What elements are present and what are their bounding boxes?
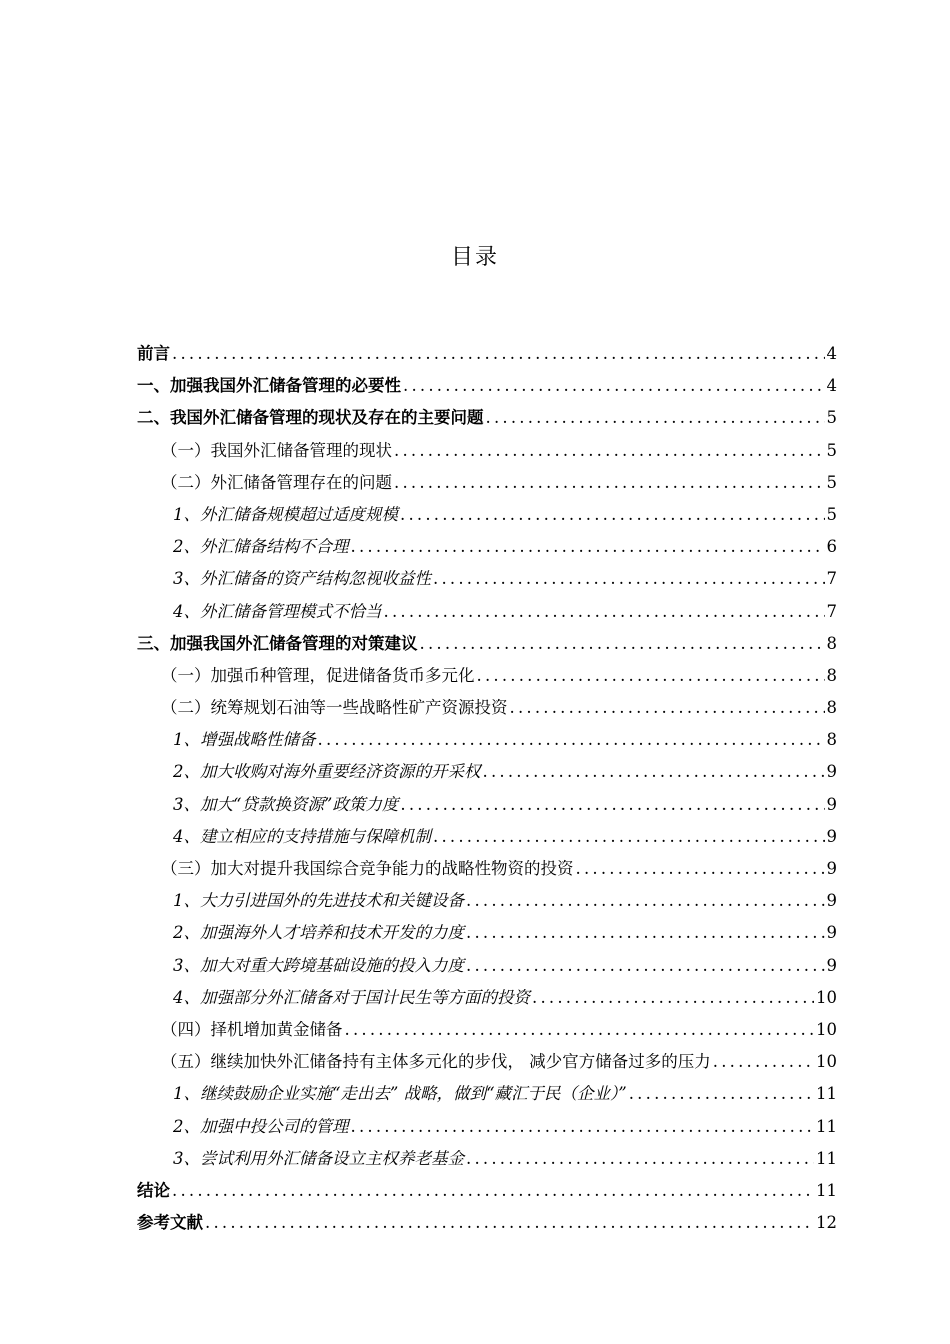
toc-entry-page-number: 11: [816, 1148, 837, 1168]
toc-dot-leader: [400, 505, 825, 524]
toc-entry[interactable]: [137, 372, 837, 404]
toc-entry[interactable]: [137, 437, 837, 469]
toc-dot-leader: [403, 376, 825, 395]
toc-entry-title: 1、外汇储备规模超过适度规模: [173, 504, 398, 524]
toc-dot-leader: [433, 569, 825, 588]
toc-entry-title: 参考文献: [137, 1213, 203, 1233]
toc-entry-page-number: 5: [826, 440, 837, 460]
toc-entry-title: 4、建立相应的支持措施与保障机制: [173, 826, 431, 846]
toc-entry-title: （四）择机增加黄金储备: [161, 1019, 343, 1039]
toc-dot-leader: [466, 956, 825, 975]
toc-dot-leader: [629, 1084, 814, 1103]
toc-entry[interactable]: [137, 1145, 837, 1177]
toc-entry-page-number: 9: [826, 826, 837, 846]
toc-entry[interactable]: [137, 952, 837, 984]
toc-entry-title: 3、外汇储备的资产结构忽视收益性: [173, 569, 431, 589]
toc-entry-page-number: 8: [826, 730, 837, 750]
toc-dot-leader: [384, 602, 825, 621]
toc-entry[interactable]: [137, 1048, 837, 1080]
toc-entry-title: 4、加强部分外汇储备对于国计民生等方面的投资: [173, 987, 530, 1007]
toc-entry-title: 3、加大“贷款换资源”政策力度: [173, 794, 399, 814]
toc-entry-page-number: 9: [826, 955, 837, 975]
toc-entry-page-number: 6: [826, 537, 837, 557]
toc-dot-leader: [205, 1213, 814, 1232]
toc-entry-page-number: 10: [816, 1019, 837, 1039]
toc-entry-title: 3、加大对重大跨境基础设施的投入力度: [173, 955, 464, 975]
toc-entry-title: （五）继续加快外汇储备持有主体多元化的步伐， 减少官方储备过多的压力: [161, 1052, 711, 1072]
toc-entry-page-number: 7: [826, 569, 837, 589]
toc-dot-leader: [172, 344, 825, 363]
toc-entry[interactable]: [137, 469, 837, 501]
table-of-contents: [137, 340, 837, 1241]
toc-dot-leader: [576, 859, 825, 878]
toc-dot-leader: [466, 1149, 814, 1168]
toc-dot-leader: [351, 1117, 815, 1136]
toc-dot-leader: [172, 1181, 814, 1200]
toc-dot-leader: [532, 988, 814, 1007]
toc-entry[interactable]: [137, 1177, 837, 1209]
toc-entry-page-number: 11: [816, 1084, 837, 1104]
toc-entry-title: 结论: [137, 1180, 170, 1200]
toc-entry[interactable]: [137, 340, 837, 372]
toc-entry[interactable]: [137, 1209, 837, 1241]
toc-entry-title: 二、我国外汇储备管理的现状及存在的主要问题: [137, 408, 484, 428]
toc-entry-title: （二）外汇储备管理存在的问题: [161, 472, 392, 492]
toc-dot-leader: [318, 730, 825, 749]
toc-dot-leader: [345, 1020, 815, 1039]
toc-dot-leader: [510, 698, 825, 717]
toc-entry[interactable]: [137, 1080, 837, 1112]
toc-entry-page-number: 9: [826, 762, 837, 782]
toc-entry-title: 4、外汇储备管理模式不恰当: [173, 601, 382, 621]
toc-entry[interactable]: [137, 630, 837, 662]
toc-entry-title: （一）加强币种管理，促进储备货币多元化: [161, 665, 475, 685]
toc-dot-leader: [400, 795, 824, 814]
toc-entry-title: 1、大力引进国外的先进技术和关键设备: [173, 891, 464, 911]
toc-entry-title: 三、加强我国外汇储备管理的对策建议: [137, 633, 418, 653]
toc-entry-title: 1、继续鼓励企业实施“走出去” 战略，做到“藏汇于民（企业）”: [173, 1084, 627, 1104]
toc-entry-page-number: 10: [816, 987, 837, 1007]
toc-entry-page-number: 8: [826, 633, 837, 653]
toc-entry[interactable]: [137, 791, 837, 823]
toc-dot-leader: [433, 827, 825, 846]
toc-entry[interactable]: [137, 533, 837, 565]
toc-entry[interactable]: [137, 598, 837, 630]
toc-entry[interactable]: [137, 1016, 837, 1048]
toc-entry-title: 2、加强中投公司的管理: [173, 1116, 349, 1136]
toc-entry-title: 2、加强海外人才培养和技术开发的力度: [173, 923, 464, 943]
toc-entry-title: （一）我国外汇储备管理的现状: [161, 440, 392, 460]
toc-entry-title: （二）统筹规划石油等一些战略性矿产资源投资: [161, 698, 508, 718]
toc-entry-page-number: 9: [826, 923, 837, 943]
toc-entry-page-number: 8: [826, 665, 837, 685]
toc-entry[interactable]: [137, 662, 837, 694]
toc-entry-title: （三）加大对提升我国综合竞争能力的战略性物资的投资: [161, 859, 574, 878]
toc-entry-page-number: 5: [826, 408, 837, 428]
toc-entry[interactable]: [137, 694, 837, 726]
toc-dot-leader: [351, 537, 825, 556]
toc-entry-page-number: 4: [826, 344, 837, 363]
toc-dot-leader: [466, 891, 825, 910]
toc-entry-title: 2、外汇储备结构不合理: [173, 537, 349, 557]
toc-dot-leader: [394, 441, 825, 460]
toc-entry-title: 1、增强战略性储备: [173, 730, 316, 750]
toc-entry-title: 3、尝试利用外汇储备设立主权养老基金: [173, 1148, 464, 1168]
toc-entry-page-number: 8: [826, 698, 837, 718]
toc-entry[interactable]: [137, 758, 837, 790]
toc-entry-page-number: 9: [826, 794, 837, 814]
toc-entry[interactable]: [137, 565, 837, 597]
toc-entry-page-number: 11: [816, 1116, 837, 1136]
toc-dot-leader: [486, 408, 825, 427]
toc-title: 目录: [450, 245, 499, 270]
toc-entry[interactable]: [137, 855, 837, 887]
toc-entry[interactable]: [137, 919, 837, 951]
toc-entry-page-number: 10: [816, 1052, 837, 1072]
toc-entry[interactable]: [137, 501, 837, 533]
toc-entry-page-number: 9: [826, 891, 837, 911]
toc-dot-leader: [477, 666, 825, 685]
toc-entry-title: 一、加强我国外汇储备管理的必要性: [137, 376, 401, 396]
toc-dot-leader: [483, 762, 825, 781]
toc-entry-page-number: 12: [816, 1213, 837, 1233]
toc-entry-page-number: 4: [826, 376, 837, 396]
toc-entry-page-number: 7: [826, 601, 837, 621]
toc-entry-title: 2、加大收购对海外重要经济资源的开采权: [173, 762, 481, 782]
toc-entry-page-number: 5: [826, 472, 837, 492]
toc-entry[interactable]: [137, 404, 837, 436]
toc-dot-leader: [394, 473, 825, 492]
toc-dot-leader: [713, 1052, 814, 1071]
toc-entry-title: 前言: [137, 344, 170, 363]
toc-entry-page-number: 5: [826, 504, 837, 524]
toc-entry[interactable]: [137, 984, 837, 1016]
toc-entry[interactable]: [137, 887, 837, 919]
toc-entry[interactable]: [137, 1113, 837, 1145]
toc-entry[interactable]: [137, 823, 837, 855]
toc-entry-page-number: 9: [826, 859, 837, 878]
toc-dot-leader: [466, 923, 825, 942]
toc-dot-leader: [420, 634, 825, 653]
toc-entry[interactable]: [137, 726, 837, 758]
toc-entry-page-number: 11: [816, 1180, 837, 1200]
